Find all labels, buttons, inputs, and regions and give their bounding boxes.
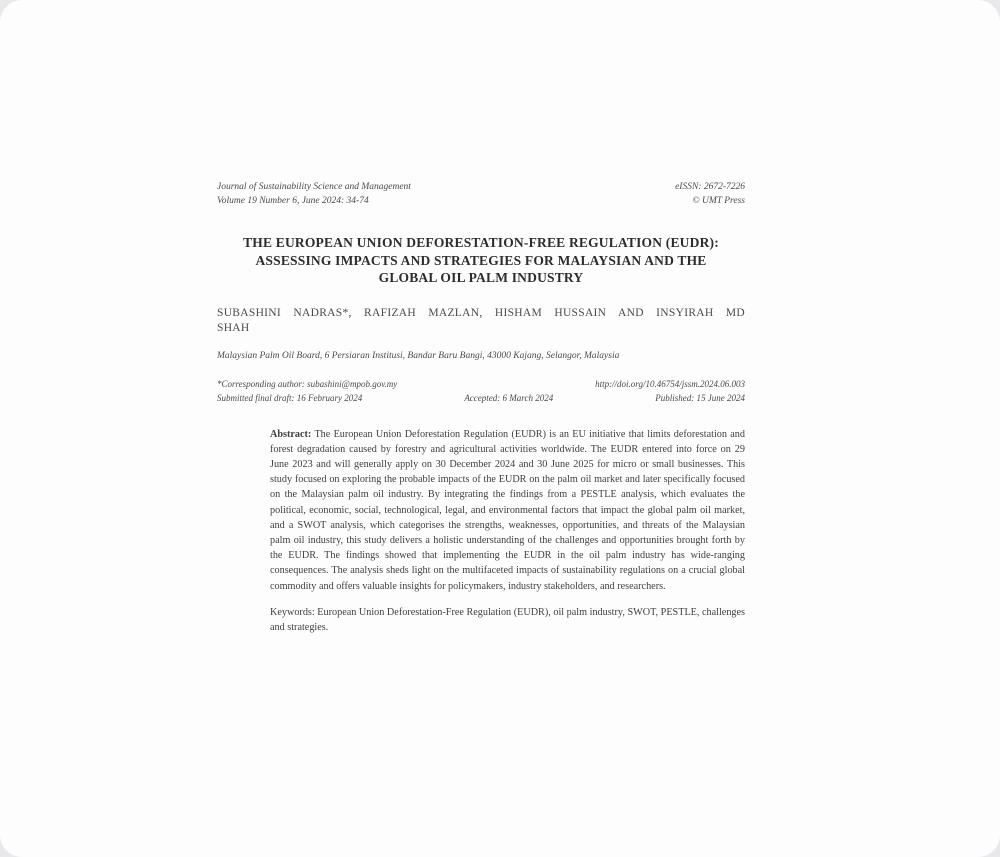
abstract-text: The European Union Deforestation Regulation (EUDR) is an EU initiative that limits deforestation and forest degradation caused by forestry and agricultural activities worldwide. The EUDR entered into force on 29 June 2023 and will generally apply on 30 December 2024 and 30 June 2025 for micro or small businesses. This study focused on exploring the probable impacts of the EUDR on the palm oil market and later specifically focused on the Malaysian palm oil industry. By integrating the findings from a PESTLE analysis, which evaluates the political, economic, social, technological, legal, and environmental factors that impact the global palm oil market, and a SWOT analysis, which categorises the strengths, weaknesses, opportunities, and threats of the Malaysian palm oil industry, this study delivers a holistic understanding of the challenges and opportunities brought forth by the EUDR. The findings showed that implementing the EUDR in the oil palm industry has wide-ranging consequences. The analysis sheds light on the multifaceted impacts of sustainability regulations on a crucial global commodity and offers valuable insights for policymakers, industry stakeholders, and researchers. bbox=[270, 428, 745, 592]
journal-press: © UMT Press bbox=[692, 195, 745, 206]
keywords-paragraph bbox=[270, 605, 745, 635]
paper-title bbox=[217, 234, 745, 287]
doi-text: http://doi.org/10.46754/jssm.2024.06.003 bbox=[595, 378, 745, 389]
author-list-line-1: SUBASHINI NADRAS*, RAFIZAH MAZLAN, HISHAM HUSSAIN AND INSYIRAH MD bbox=[217, 306, 745, 319]
abstract-paragraph bbox=[270, 427, 745, 594]
correspondence-block bbox=[217, 377, 745, 405]
journal-header-right bbox=[675, 181, 745, 208]
keywords-label: Keywords: bbox=[270, 606, 315, 618]
published-date: Published: 15 June 2024 bbox=[655, 392, 745, 403]
journal-volume-line: Volume 19 Number 6, June 2024: 34-74 bbox=[217, 195, 369, 206]
correspondence-row-1 bbox=[217, 377, 745, 391]
correspondence-row-2 bbox=[217, 391, 745, 405]
corresponding-author-email: *Corresponding author: subashini@mpob.gov.my bbox=[217, 378, 398, 389]
author-list-line-2: SHAH bbox=[217, 321, 250, 334]
accepted-date: Accepted: 6 March 2024 bbox=[464, 392, 554, 403]
page-content bbox=[217, 181, 745, 635]
abstract-label: Abstract: bbox=[270, 428, 312, 440]
paper-title-line-1: THE EUROPEAN UNION DEFORESTATION-FREE REGULATION (EUDR): bbox=[243, 235, 719, 250]
paper-title-line-2: ASSESSING IMPACTS AND STRATEGIES FOR MALAYSIAN AND THE bbox=[255, 252, 707, 268]
paper-title-line-3: GLOBAL OIL PALM INDUSTRY bbox=[378, 270, 584, 285]
journal-name: Journal of Sustainability Science and Management bbox=[217, 182, 411, 192]
author-list bbox=[217, 306, 745, 336]
keywords-text: European Union Deforestation-Free Regulation (EUDR), oil palm industry, SWOT, PESTLE, challenges and strategies. bbox=[270, 606, 746, 633]
journal-header bbox=[217, 181, 745, 208]
journal-eissn: eISSN: 2672-7226 bbox=[675, 182, 745, 192]
author-affiliation: Malaysian Palm Oil Board, 6 Persiaran Institusi, Bandar Baru Bangi, 43000 Kajang, Selangor, Malaysia bbox=[217, 350, 620, 361]
submitted-date: Submitted final draft: 16 February 2024 bbox=[217, 392, 363, 403]
journal-header-left bbox=[217, 181, 411, 208]
